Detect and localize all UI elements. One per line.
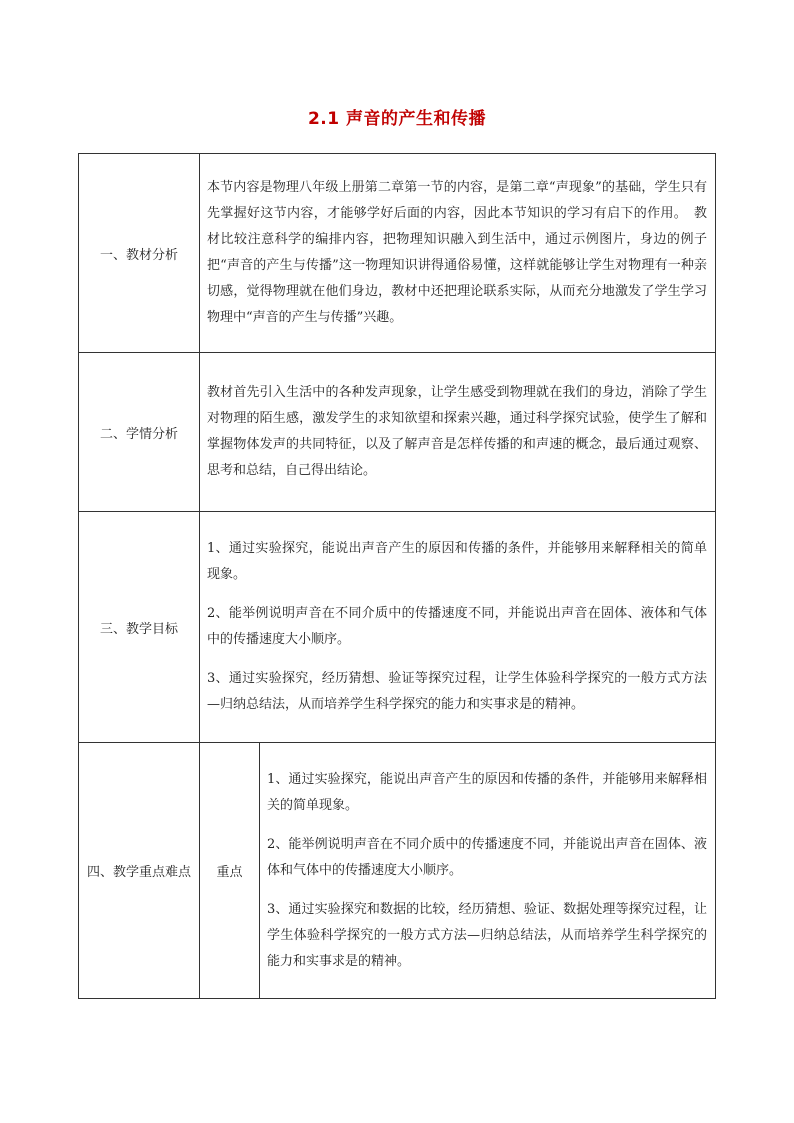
section-content	[260, 765, 715, 977]
section-content	[200, 378, 715, 486]
paragraph: 本节内容是物理八年级上册第二章第一节的内容，是第二章“声现象”的基础，学生只有先掌握好这节内容，才能够学好后面的内容，因此本节知识的学习有启下的作用。 教材比较注意科学的编排内容，把物理知识融入到生活中，通过示例图片，身边的例子把“声音的产生与传播”这一物理知识讲得通俗易懂，这样就能够让学生对物理有一种亲切感，觉得物理就在他们身边，教材中还把理论联系实际，从而充分地激发了学生学习物理中“声音的产生与传播”兴趣。	[207, 180, 707, 325]
key-point-item: 3、通过实验探究和数据的比较，经历猜想、验证、数据处理等探究过程，让学生体验科学探究的一般方式方法—归纳总结法，从而培养学生科学探究的能力和实事求是的精神。	[267, 901, 707, 969]
paragraph: 教材首先引入生活中的各种发声现象，让学生感受到物理就在我们的身边，消除了学生对物理的陌生感，激发学生的求知欲望和探索兴趣，通过科学探究试验，使学生了解和掌握物体发声的共同特征，以及了解声音是怎样传播的和声速的概念，最后通过观察、思考和总结，自己得出结论。	[207, 385, 707, 478]
section-content	[200, 173, 715, 333]
goal-item: 3、通过实验探究，经历猜想、验证等探究过程，让学生体验科学探究的一般方式方法—归纳总结法，从而培养学生科学探究的能力和实事求是的精神。	[207, 671, 707, 712]
section-label-key-points: 四、教学重点难点	[79, 743, 200, 999]
document-title: 2.1 声音的产生和传播	[307, 109, 487, 129]
section-label-textbook-analysis: 一、教材分析	[79, 154, 200, 353]
goal-item: 1、通过实验探究，能说出声音产生的原因和传播的条件，并能够用来解释相关的简单现象。	[207, 541, 707, 582]
key-point-item: 1、通过实验探究，能说出声音产生的原因和传播的条件，并能够用来解释相关的简单现象。	[267, 771, 707, 813]
goal-item: 2、能举例说明声音在不同介质中的传播速度不同，并能说出声音在固体、液体和气体中的传播速度大小顺序。	[207, 606, 707, 647]
table-row	[79, 512, 716, 743]
table-row	[79, 743, 716, 999]
key-point-item: 2、能举例说明声音在不同介质中的传播速度不同，并能说出声音在固体、液体和气体中的传播速度大小顺序。	[267, 836, 707, 878]
table-row	[79, 154, 716, 353]
section-content	[200, 534, 715, 720]
table-row	[79, 353, 716, 512]
section-label-teaching-goals: 三、教学目标	[79, 512, 200, 743]
lesson-plan-table	[78, 153, 716, 999]
section-label-student-analysis: 二、学情分析	[79, 353, 200, 512]
sublabel-key-point: 重点	[200, 743, 260, 999]
